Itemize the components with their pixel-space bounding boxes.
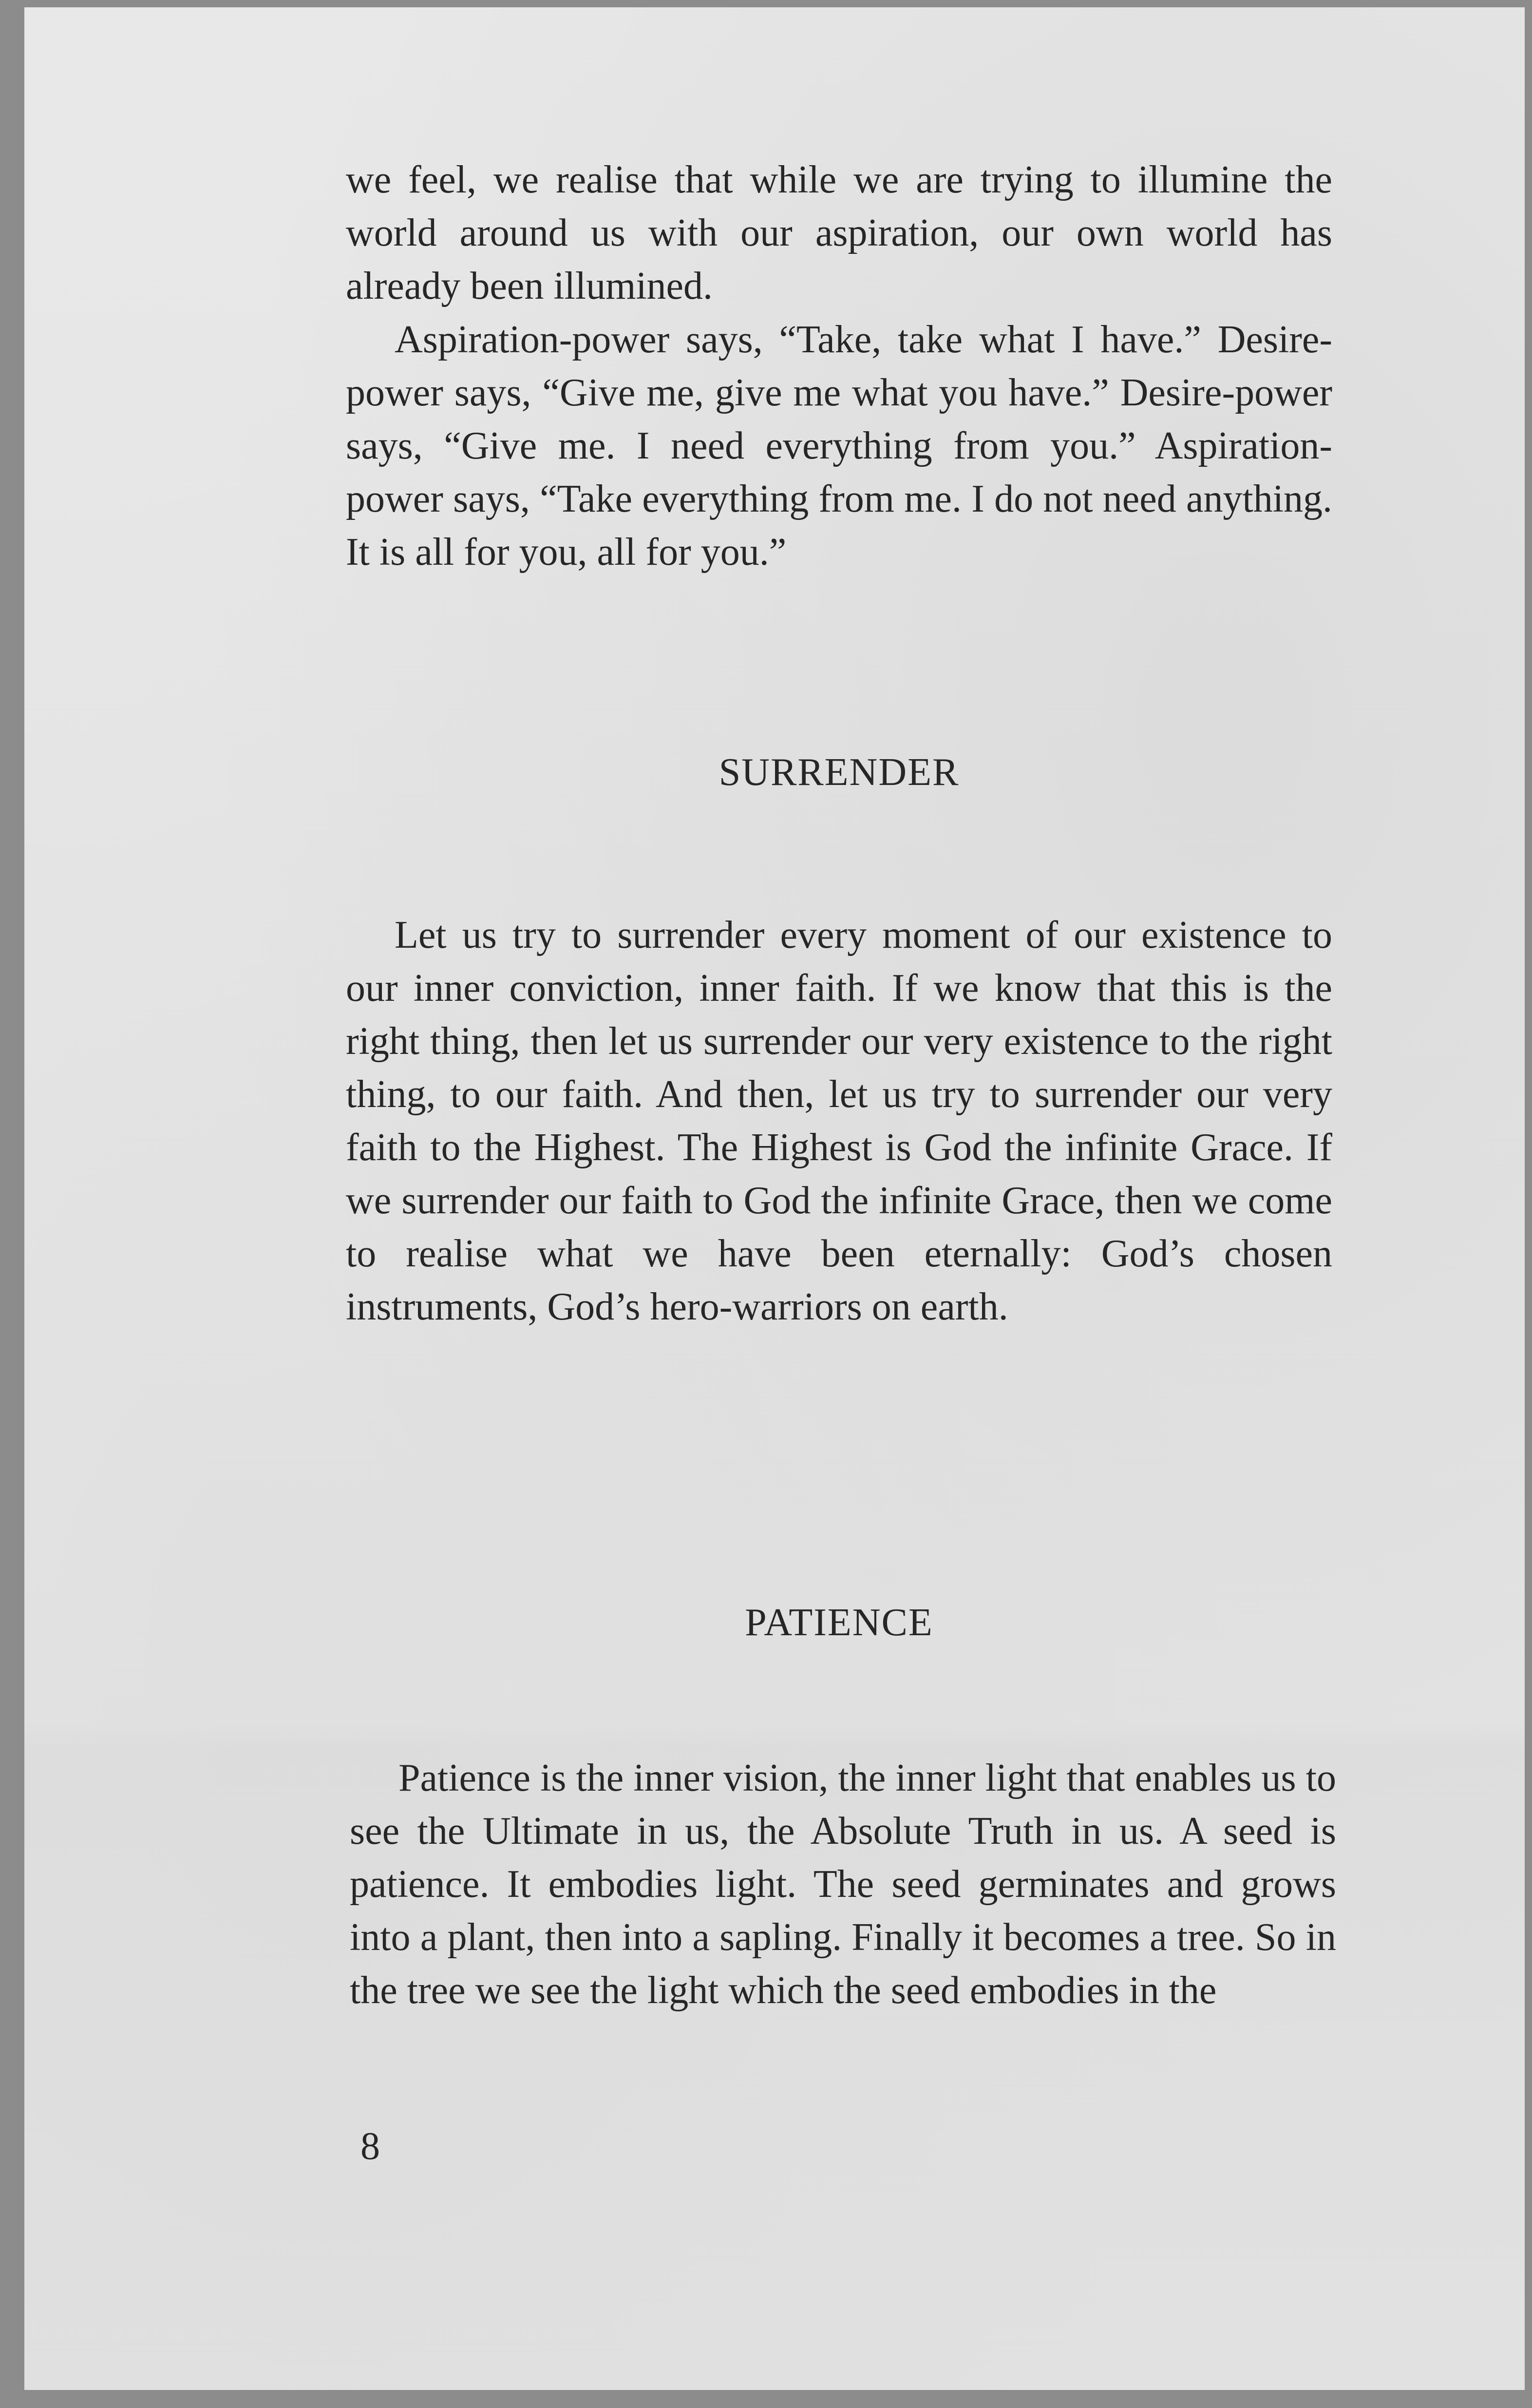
section-heading-patience: PATIENCE <box>745 1601 933 1644</box>
book-page <box>24 7 1525 2390</box>
paragraph-patience: Patience is the inner vision, the inner light that enables us to see the Ultimate in us, the Absolute Truth in us. A seed is patience. It embodies light. The seed germinates and grows into a plant, then into a sapling. Finally it becomes a tree. So in the tree we see the light which the seed embodies in the <box>350 1757 1336 2012</box>
paragraph-aspiration-power: Aspiration-power says, “Take, take what I have.” Desire-power says, “Give me, give me what you have.” Desire-power says, “Give me. I need everything from you.” Aspiration-power says, “Take everything from me. I do not need anything. It is all for you, all for you.” <box>346 318 1332 573</box>
section-heading-surrender: SURRENDER <box>719 751 960 794</box>
paragraph-continuation: we feel, we realise that while we are trying to illumine the world around us with our aspiration, our own world has already been illumined. <box>346 158 1332 307</box>
paragraph-surrender: Let us try to surrender every moment of our existence to our inner conviction, inner faith. If we know that this is the right thing, then let us surrender our very existence to the right thing, to our faith. And then, let us try to surrender our very faith to the Highest. The Highest is God the infinite Grace. If we surrender our faith to God the infinite Grace, then we come to realise what we have been eternally: God’s chosen instruments, God’s hero-warriors on earth. <box>346 914 1332 1328</box>
page-number: 8 <box>360 2125 380 2168</box>
